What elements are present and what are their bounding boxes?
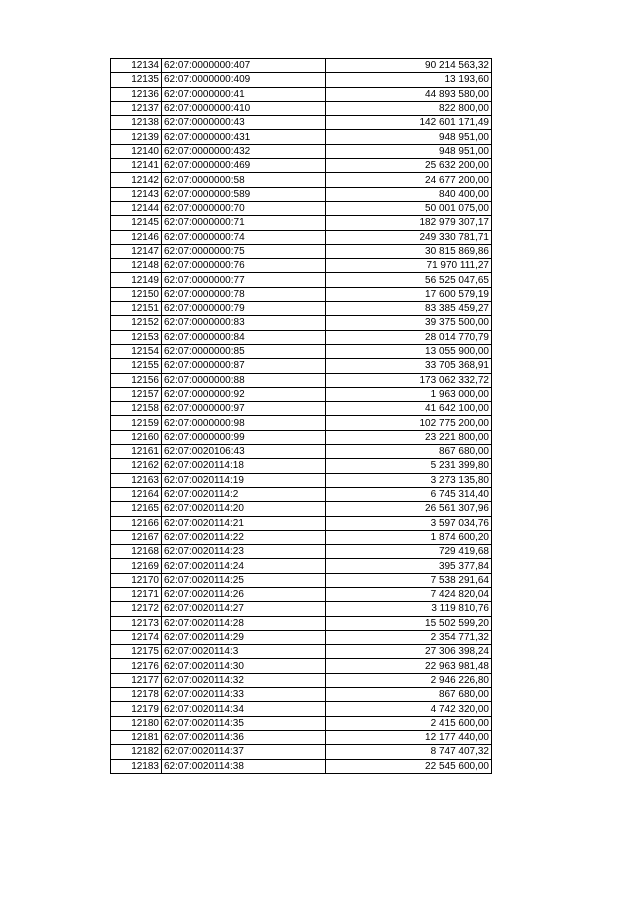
cadastral-number-cell: 62:07:0020114:23 [162,545,326,559]
cadastral-value-cell: 71 970 111,27 [326,259,492,273]
cadastral-number-cell: 62:07:0000000:85 [162,344,326,358]
cadastral-value-cell: 822 800,00 [326,101,492,115]
table-row [111,716,492,730]
cadastral-number-cell: 62:07:0000000:77 [162,273,326,287]
table-row [111,201,492,215]
table-row [111,373,492,387]
cadastral-value-cell: 12 177 440,00 [326,730,492,744]
cadastral-number-cell: 62:07:0000000:71 [162,216,326,230]
cadastral-number-cell: 62:07:0020114:19 [162,473,326,487]
row-number-cell: 12179 [111,702,162,716]
table-row [111,487,492,501]
table-row [111,244,492,258]
table-row [111,445,492,459]
cadastral-number-cell: 62:07:0020114:24 [162,559,326,573]
cadastral-value-cell: 2 415 600,00 [326,716,492,730]
row-number-cell: 12174 [111,630,162,644]
table-row [111,673,492,687]
row-number-cell: 12145 [111,216,162,230]
cadastral-value-cell: 840 400,00 [326,187,492,201]
table-row [111,730,492,744]
row-number-cell: 12150 [111,287,162,301]
table-row [111,645,492,659]
table-row [111,101,492,115]
cadastral-number-cell: 62:07:0000000:431 [162,130,326,144]
table-row [111,559,492,573]
table-row [111,359,492,373]
table-row [111,602,492,616]
table-body [111,59,492,774]
cadastral-value-cell: 1 963 000,00 [326,387,492,401]
table-row [111,216,492,230]
cadastral-value-cell: 8 747 407,32 [326,745,492,759]
row-number-cell: 12161 [111,445,162,459]
table-row [111,759,492,773]
row-number-cell: 12162 [111,459,162,473]
row-number-cell: 12140 [111,144,162,158]
row-number-cell: 12153 [111,330,162,344]
cadastral-number-cell: 62:07:0000000:83 [162,316,326,330]
cadastral-value-cell: 2 946 226,80 [326,673,492,687]
cadastral-number-cell: 62:07:0020114:29 [162,630,326,644]
cadastral-value-cell: 28 014 770,79 [326,330,492,344]
table-row [111,330,492,344]
table-row [111,502,492,516]
row-number-cell: 12149 [111,273,162,287]
cadastral-number-cell: 62:07:0020114:28 [162,616,326,630]
table-row [111,459,492,473]
cadastral-value-cell: 1 874 600,20 [326,530,492,544]
cadastral-number-cell: 62:07:0000000:92 [162,387,326,401]
row-number-cell: 12152 [111,316,162,330]
cadastral-value-cell: 13 193,60 [326,73,492,87]
table-row [111,630,492,644]
table-row [111,587,492,601]
cadastral-number-cell: 62:07:0000000:410 [162,101,326,115]
cadastral-value-cell: 948 951,00 [326,144,492,158]
cadastral-number-cell: 62:07:0000000:76 [162,259,326,273]
cadastral-number-cell: 62:07:0020114:22 [162,530,326,544]
cadastral-number-cell: 62:07:0000000:98 [162,416,326,430]
table-row [111,530,492,544]
cadastral-number-cell: 62:07:0000000:99 [162,430,326,444]
cadastral-number-cell: 62:07:0020114:3 [162,645,326,659]
cadastral-value-cell: 5 231 399,80 [326,459,492,473]
cadastral-number-cell: 62:07:0000000:43 [162,116,326,130]
cadastral-value-cell: 4 742 320,00 [326,702,492,716]
cadastral-number-cell: 62:07:0020106:43 [162,445,326,459]
row-number-cell: 12164 [111,487,162,501]
cadastral-number-cell: 62:07:0020114:37 [162,745,326,759]
row-number-cell: 12139 [111,130,162,144]
row-number-cell: 12148 [111,259,162,273]
row-number-cell: 12151 [111,302,162,316]
cadastral-number-cell: 62:07:0020114:25 [162,573,326,587]
cadastral-value-cell: 182 979 307,17 [326,216,492,230]
row-number-cell: 12167 [111,530,162,544]
cadastral-value-cell: 17 600 579,19 [326,287,492,301]
cadastral-number-cell: 62:07:0020114:2 [162,487,326,501]
row-number-cell: 12159 [111,416,162,430]
cadastral-value-cell: 44 893 580,00 [326,87,492,101]
table-row [111,59,492,73]
cadastral-value-cell: 3 597 034,76 [326,516,492,530]
table-row [111,273,492,287]
cadastral-number-cell: 62:07:0020114:20 [162,502,326,516]
table-row [111,545,492,559]
row-number-cell: 12147 [111,244,162,258]
cadastral-value-cell: 22 545 600,00 [326,759,492,773]
table-row [111,116,492,130]
cadastral-number-cell: 62:07:0020114:32 [162,673,326,687]
cadastral-value-cell: 729 419,68 [326,545,492,559]
row-number-cell: 12157 [111,387,162,401]
table-row [111,745,492,759]
cadastral-number-cell: 62:07:0020114:38 [162,759,326,773]
table-row [111,688,492,702]
table-row [111,473,492,487]
row-number-cell: 12180 [111,716,162,730]
cadastral-number-cell: 62:07:0000000:589 [162,187,326,201]
cadastral-value-cell: 3 273 135,80 [326,473,492,487]
row-number-cell: 12154 [111,344,162,358]
row-number-cell: 12175 [111,645,162,659]
cadastral-value-table [110,58,492,774]
cadastral-value-cell: 30 815 869,86 [326,244,492,258]
table-row [111,416,492,430]
cadastral-number-cell: 62:07:0020114:21 [162,516,326,530]
cadastral-number-cell: 62:07:0000000:469 [162,159,326,173]
cadastral-value-cell: 395 377,84 [326,559,492,573]
table-row [111,73,492,87]
row-number-cell: 12144 [111,201,162,215]
cadastral-value-cell: 249 330 781,71 [326,230,492,244]
cadastral-value-cell: 56 525 047,65 [326,273,492,287]
cadastral-value-cell: 867 680,00 [326,445,492,459]
table-row [111,87,492,101]
cadastral-number-cell: 62:07:0000000:74 [162,230,326,244]
cadastral-value-cell: 948 951,00 [326,130,492,144]
cadastral-number-cell: 62:07:0020114:27 [162,602,326,616]
row-number-cell: 12168 [111,545,162,559]
table-row [111,402,492,416]
table-row [111,516,492,530]
cadastral-number-cell: 62:07:0020114:26 [162,587,326,601]
cadastral-number-cell: 62:07:0020114:35 [162,716,326,730]
cadastral-value-cell: 50 001 075,00 [326,201,492,215]
row-number-cell: 12163 [111,473,162,487]
cadastral-number-cell: 62:07:0000000:432 [162,144,326,158]
cadastral-value-cell: 102 775 200,00 [326,416,492,430]
table-row [111,173,492,187]
cadastral-number-cell: 62:07:0000000:70 [162,201,326,215]
cadastral-value-cell: 3 119 810,76 [326,602,492,616]
row-number-cell: 12173 [111,616,162,630]
row-number-cell: 12141 [111,159,162,173]
row-number-cell: 12165 [111,502,162,516]
cadastral-value-cell: 22 963 981,48 [326,659,492,673]
table-row [111,287,492,301]
cadastral-number-cell: 62:07:0000000:407 [162,59,326,73]
row-number-cell: 12172 [111,602,162,616]
cadastral-value-cell: 867 680,00 [326,688,492,702]
cadastral-value-cell: 27 306 398,24 [326,645,492,659]
table-row [111,230,492,244]
cadastral-number-cell: 62:07:0000000:409 [162,73,326,87]
row-number-cell: 12136 [111,87,162,101]
table-row [111,430,492,444]
cadastral-value-cell: 33 705 368,91 [326,359,492,373]
cadastral-number-cell: 62:07:0000000:87 [162,359,326,373]
cadastral-value-cell: 15 502 599,20 [326,616,492,630]
row-number-cell: 12146 [111,230,162,244]
cadastral-number-cell: 62:07:0020114:18 [162,459,326,473]
row-number-cell: 12178 [111,688,162,702]
cadastral-value-cell: 39 375 500,00 [326,316,492,330]
cadastral-value-cell: 7 424 820,04 [326,587,492,601]
row-number-cell: 12160 [111,430,162,444]
cadastral-value-cell: 25 632 200,00 [326,159,492,173]
cadastral-number-cell: 62:07:0020114:36 [162,730,326,744]
row-number-cell: 12182 [111,745,162,759]
cadastral-number-cell: 62:07:0000000:79 [162,302,326,316]
row-number-cell: 12171 [111,587,162,601]
cadastral-number-cell: 62:07:0000000:41 [162,87,326,101]
cadastral-value-cell: 90 214 563,32 [326,59,492,73]
row-number-cell: 12138 [111,116,162,130]
cadastral-value-cell: 13 055 900,00 [326,344,492,358]
cadastral-value-cell: 173 062 332,72 [326,373,492,387]
table-row [111,659,492,673]
row-number-cell: 12166 [111,516,162,530]
table-row [111,573,492,587]
row-number-cell: 12170 [111,573,162,587]
cadastral-number-cell: 62:07:0000000:97 [162,402,326,416]
cadastral-value-cell: 24 677 200,00 [326,173,492,187]
table-row [111,130,492,144]
table-row [111,387,492,401]
cadastral-number-cell: 62:07:0020114:30 [162,659,326,673]
row-number-cell: 12155 [111,359,162,373]
row-number-cell: 12181 [111,730,162,744]
row-number-cell: 12135 [111,73,162,87]
table-row [111,259,492,273]
cadastral-value-cell: 83 385 459,27 [326,302,492,316]
row-number-cell: 12169 [111,559,162,573]
cadastral-number-cell: 62:07:0020114:33 [162,688,326,702]
table-row [111,159,492,173]
cadastral-number-cell: 62:07:0020114:34 [162,702,326,716]
table-row [111,344,492,358]
table-row [111,616,492,630]
cadastral-number-cell: 62:07:0000000:84 [162,330,326,344]
cadastral-number-cell: 62:07:0000000:88 [162,373,326,387]
cadastral-number-cell: 62:07:0000000:78 [162,287,326,301]
cadastral-number-cell: 62:07:0000000:58 [162,173,326,187]
cadastral-number-cell: 62:07:0000000:75 [162,244,326,258]
cadastral-value-cell: 7 538 291,64 [326,573,492,587]
row-number-cell: 12177 [111,673,162,687]
row-number-cell: 12142 [111,173,162,187]
table-row [111,144,492,158]
cadastral-value-cell: 6 745 314,40 [326,487,492,501]
row-number-cell: 12143 [111,187,162,201]
table-row [111,187,492,201]
cadastral-value-cell: 2 354 771,32 [326,630,492,644]
table-row [111,316,492,330]
cadastral-value-cell: 26 561 307,96 [326,502,492,516]
row-number-cell: 12137 [111,101,162,115]
row-number-cell: 12134 [111,59,162,73]
cadastral-value-cell: 41 642 100,00 [326,402,492,416]
row-number-cell: 12156 [111,373,162,387]
row-number-cell: 12176 [111,659,162,673]
table-row [111,302,492,316]
row-number-cell: 12183 [111,759,162,773]
cadastral-value-cell: 23 221 800,00 [326,430,492,444]
table-row [111,702,492,716]
row-number-cell: 12158 [111,402,162,416]
cadastral-value-cell: 142 601 171,49 [326,116,492,130]
